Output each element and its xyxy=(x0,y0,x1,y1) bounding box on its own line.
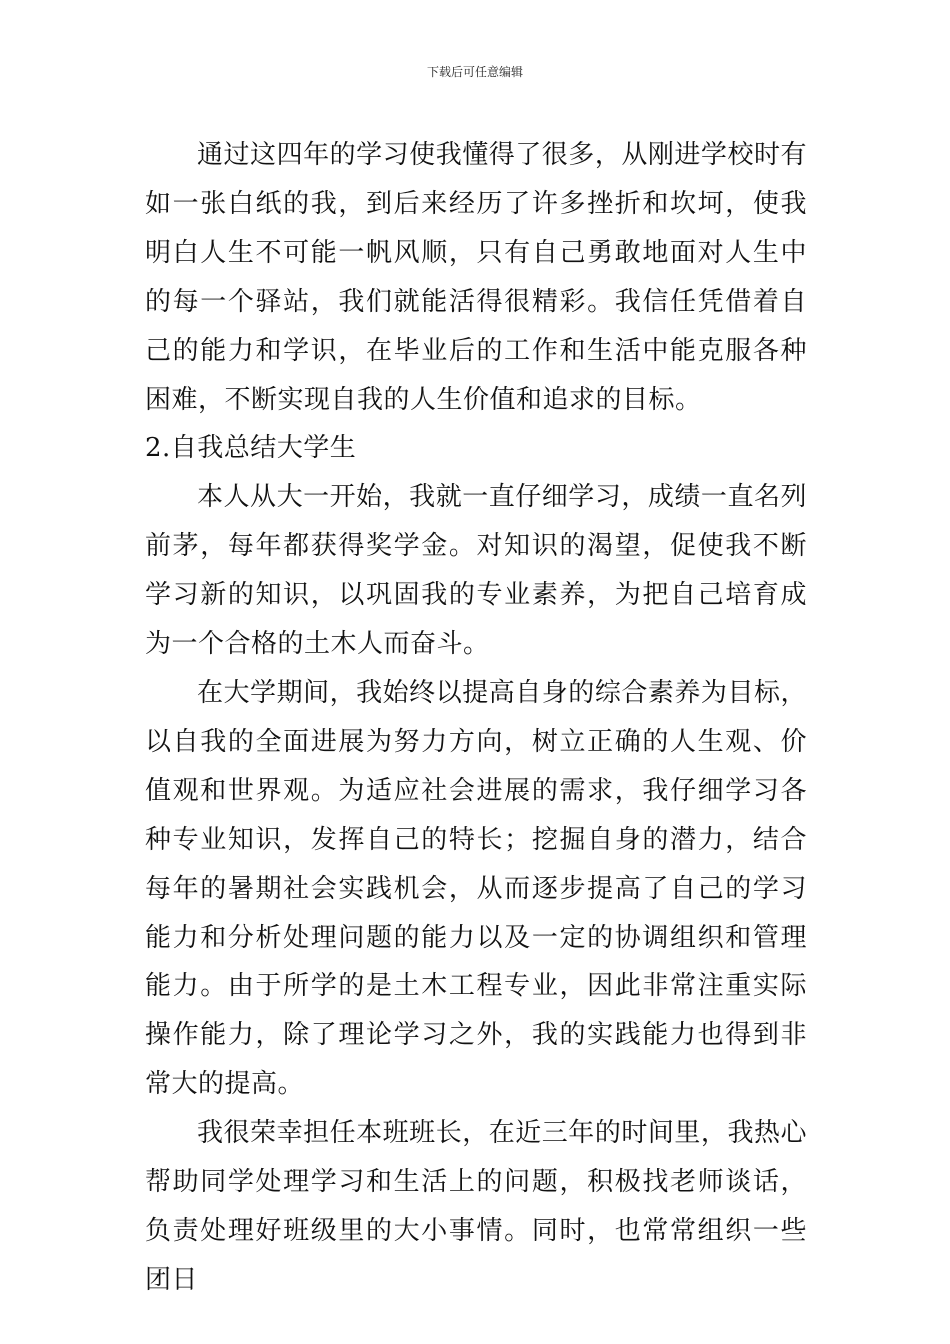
page-header-note: 下载后可任意编辑 xyxy=(426,65,523,79)
document-body xyxy=(145,131,807,1305)
paragraph-development: 在大学期间，我始终以提高自身的综合素养为目标，以自我的全面进展为努力方向，树立正确的人生观、价值观和世界观。为适应社会进展的需求，我仔细学习各种专业知识，发挥自己的特长；挖掘自身的潜力，结合每年的暑期社会实践机会，从而逐步提高了自己的学习能力和分析处理问题的能力以及一定的协调组织和管理能力。由于所学的是土木工程专业，因此非常注重实际操作能力，除了理论学习之外，我的实践能力也得到非常大的提高。 xyxy=(145,677,807,1100)
paragraph-reflection: 通过这四年的学习使我懂得了很多，从刚进学校时有如一张白纸的我，到后来经历了许多挫折和坎坷，使我明白人生不可能一帆风顺，只有自己勇敢地面对人生中的每一个驿站，我们就能活得很精彩。我信任凭借着自己的能力和学识，在毕业后的工作和生活中能克服各种困难，不断实现自我的人生价值和追求的目标。 xyxy=(145,140,807,415)
section-heading: 2.自我总结大学生 xyxy=(145,433,357,464)
paragraph-study: 本人从大一开始，我就一直仔细学习，成绩一直名列前茅，每年都获得奖学金。对知识的渴望，促使我不断学习新的知识，以巩固我的专业素养，为把自己培育成为一个合格的土木人而奋斗。 xyxy=(145,482,807,660)
paragraph-class-monitor: 我很荣幸担任本班班长，在近三年的时间里，我热心帮助同学处理学习和生活上的问题，积极找老师谈话，负责处理好班级里的大小事情。同时，也常常组织一些团日 xyxy=(145,1118,807,1295)
